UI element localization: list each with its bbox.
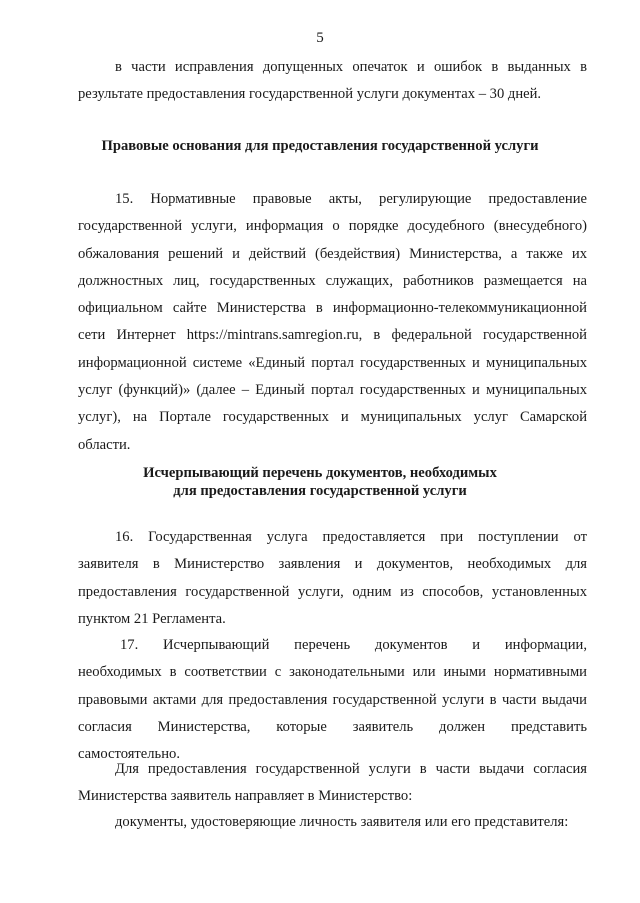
text-line: 16. Государственная услуга предоставляется при поступлении от [115,529,587,545]
text-line: области. [78,436,131,453]
text-line: информационной системе «Единый портал государственных и муниципальных [78,354,587,371]
text-line: документы, удостоверяющие личность заявителя или его представителя: [115,814,569,830]
intro-paragraph [78,54,587,109]
text-line: официальном сайте Министерства в информационно-телекоммуникационной [78,300,587,317]
text-line: Министерства заявитель направляет в Министерство: [78,788,413,805]
text-line: необходимых в соответствии с законодательными или иными нормативными [78,664,587,681]
text-line: правовыми актами для предоставления государственной услуги в части выдачи [78,691,587,708]
text-line: результате предоставления государственной услуги документах – 30 дней. [78,86,542,103]
text-line: сети Интернет https://mintrans.samregion.ru, в федеральной государственной [78,327,587,344]
section-heading: Правовые основания для предоставления государственной услуги [101,138,539,154]
paragraph-17 [78,632,587,768]
paragraph-16 [78,524,587,633]
paragraph-15 [78,186,587,459]
text-line: Для предоставления государственной услуги в части выдачи согласия [115,761,587,777]
text-line: в части исправления допущенных опечаток и ошибок в выданных в [115,59,587,75]
text-line: самостоятельно. [78,746,180,763]
section-heading [0,464,640,500]
text-line: услуг), на Портале государственных и муниципальных услуг Самарской [78,409,587,426]
text-line: услуг (функций)» (далее – Единый портал государственных и муниципальных [78,382,587,399]
text-line: должностных лиц, государственных служащих, работников размещается на [78,272,587,289]
text-line: 17. Исчерпывающий перечень документов и информации, [120,637,587,653]
page-number: 5 [316,30,324,46]
text-line: пунктом 21 Регламента. [78,610,226,627]
text-line: обжалования решений и действий (бездействия) Министерства, а также их [78,245,587,262]
section-heading-line: Исчерпывающий перечень документов, необходимых [143,465,497,481]
paragraph-18 [78,756,587,811]
section-heading-line: для предоставления государственной услуги [173,483,467,499]
text-line: согласия Министерства, которые заявитель должен представить [78,718,587,735]
text-line: заявителя в Министерство заявления и документов, необходимых для [78,556,587,573]
text-line: государственной услуги, информация о порядке досудебного (внесудебного) [78,218,587,235]
paragraph-19 [78,809,587,836]
text-line: предоставления государственной услуги, одним из способов, установленных [78,583,587,600]
text-line: 15. Нормативные правовые акты, регулирующие предоставление [115,191,587,207]
